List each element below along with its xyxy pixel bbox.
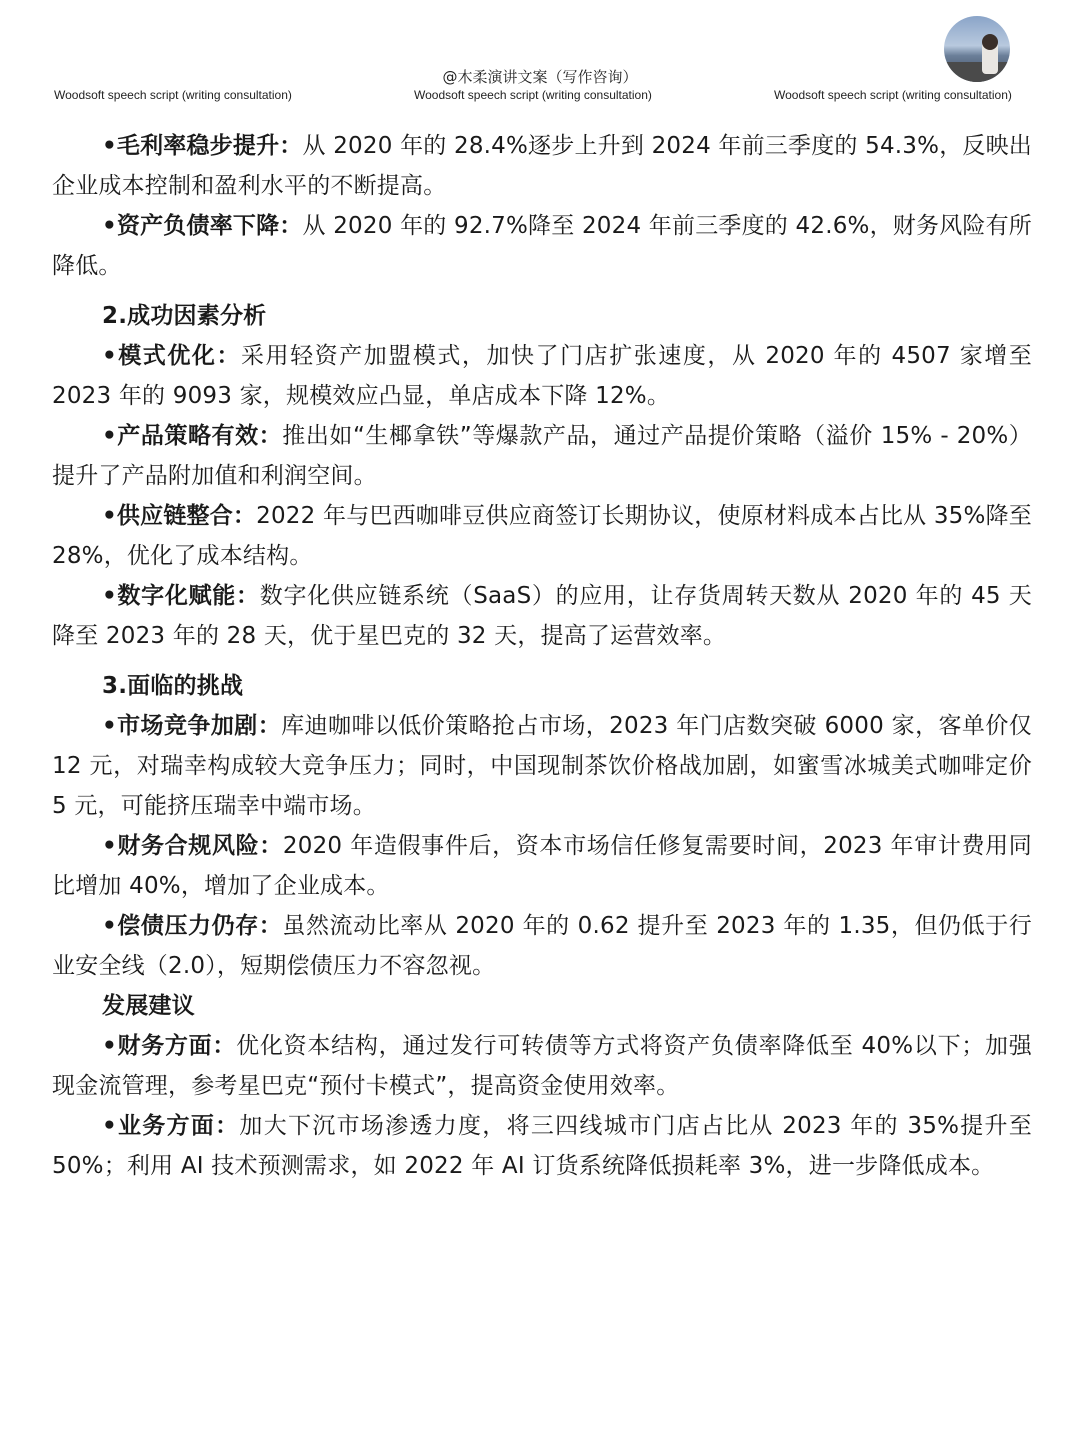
paragraph-lead: •市场竞争加剧： [102,713,282,739]
paragraph-lead: •产品策略有效： [102,423,283,449]
section-heading-success-factors: 2.成功因素分析 [102,303,267,329]
paragraph-competition [52,706,1032,826]
paragraph-gross-margin [52,126,1032,206]
avatar-shore [944,62,1010,82]
paragraph-text: 从 2020 年的 28.4%逐步上升到 2024 年前三季度的 54.3%，反映出企业成本控制和盈利水平的不断提高。 [52,133,1032,199]
paragraph-business [52,1106,1032,1186]
paragraph-finance [52,1026,1032,1106]
paragraph-text: 2020 年造假事件后，资本市场信任修复需要时间，2023 年审计费用同比增加 40%，增加了企业成本。 [52,833,1032,899]
section-gap [52,656,1032,666]
page-header [0,0,1080,110]
brand-handle: @木柔演讲文案（写作咨询） [442,68,638,86]
paragraph-lead: •供应链整合： [102,503,257,529]
paragraph-text: 数字化供应链系统（SaaS）的应用，让存货周转天数从 2020 年的 45 天降至 2023 年的 28 天，优于星巴克的 32 天，提高了运营效率。 [52,583,1032,649]
paragraph-lead: •财务方面： [102,1033,237,1059]
paragraph-lead: •财务合规风险： [102,833,283,859]
paragraph-digital [52,576,1032,656]
paragraph-model [52,336,1032,416]
paragraph-lead: •资产负债率下降： [102,213,303,239]
paragraph-text: 库迪咖啡以低价策略抢占市场，2023 年门店数突破 6000 家，客单价仅 12 元，对瑞幸构成较大竞争压力；同时，中国现制茶饮价格战加剧，如蜜雪冰城美式咖啡定价 5 元，可能挤压瑞幸中端市场。 [52,713,1032,819]
paragraph-product [52,416,1032,496]
document-body [52,126,1032,1186]
section-heading-challenges: 3.面临的挑战 [102,673,244,699]
paragraph-lead: •模式优化： [102,343,241,369]
paragraph-text: 从 2020 年的 92.7%降至 2024 年前三季度的 42.6%，财务风险有所降低。 [52,213,1032,279]
paragraph-lead: •毛利率稳步提升： [102,133,303,159]
paragraph-text: 推出如“生椰拿铁”等爆款产品，通过产品提价策略（溢价 15% - 20%）提升了产品附加值和利润空间。 [52,423,1032,489]
paragraph-lead: •数字化赋能： [102,583,260,609]
paragraph-debt-ratio [52,206,1032,286]
paragraph-text: 2022 年与巴西咖啡豆供应商签订长期协议，使原材料成本占比从 35%降至 28%，优化了成本结构。 [52,503,1032,569]
avatar-hair [982,34,998,50]
paragraph-lead: •偿债压力仍存： [102,913,283,939]
section-heading-suggestions: 发展建议 [102,993,195,1019]
paragraph-text: 采用轻资产加盟模式，加快了门店扩张速度，从 2020 年的 4507 家增至 2023 年的 9093 家，规模效应凸显，单店成本下降 12%。 [52,343,1032,409]
watermark-left: Woodsoft speech script (writing consultation) [54,88,292,102]
paragraph-compliance [52,826,1032,906]
paragraph-lead: •业务方面： [102,1113,240,1139]
paragraph-supply-chain [52,496,1032,576]
avatar [944,16,1010,82]
paragraph-text: 虽然流动比率从 2020 年的 0.62 提升至 2023 年的 1.35，但仍低于行业安全线（2.0），短期偿债压力不容忽视。 [52,913,1032,979]
section-gap [52,286,1032,296]
watermark-right: Woodsoft speech script (writing consultation) [774,88,1012,102]
paragraph-solvency [52,906,1032,986]
watermark-center: Woodsoft speech script (writing consultation) [414,88,652,102]
paragraph-text: 加大下沉市场渗透力度，将三四线城市门店占比从 2023 年的 35%提升至 50%；利用 AI 技术预测需求，如 2022 年 AI 订货系统降低损耗率 3%，进一步降低成本。 [52,1113,1032,1179]
paragraph-text: 优化资本结构，通过发行可转债等方式将资产负债率降低至 40%以下；加强现金流管理，参考星巴克“预付卡模式”，提高资金使用效率。 [52,1033,1032,1099]
